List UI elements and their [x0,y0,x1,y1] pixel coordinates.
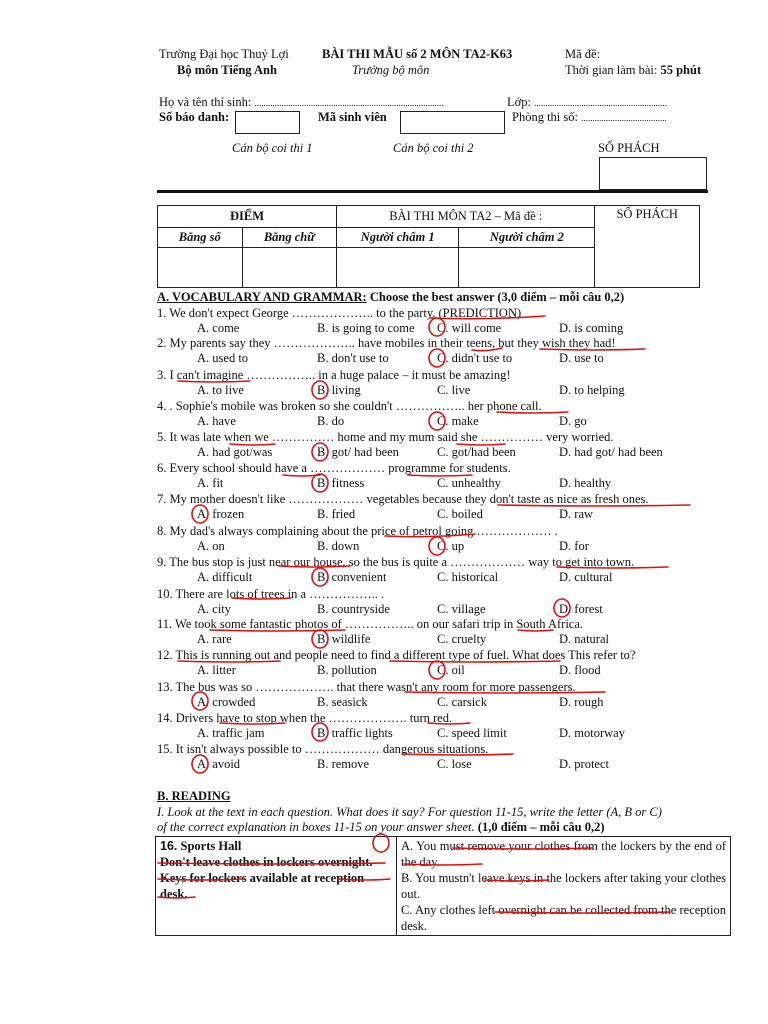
question-6-option-d[interactable]: D. healthy [559,476,612,490]
cut-line [157,190,708,193]
room-line[interactable]: Phòng thi số: ...................................... [512,110,667,124]
section-b-heading: B. READING [157,789,231,803]
so-phach-label: SỐ PHÁCH [598,141,660,155]
question-12-option-b[interactable]: B. pollution [317,663,377,677]
question-3-option-c[interactable]: C. live [437,383,471,397]
question-11-stem: 11. We took some fantastic photos of …………….. on our safari trip in South Africa. [157,617,584,631]
question-3-option-d[interactable]: D. to helping [559,383,625,397]
question-3-option-a[interactable]: A. to live [197,383,244,397]
grader-2-header: Người chấm 2 [459,228,595,248]
exam-code-label: Mã đề: [565,47,601,61]
question-8-option-c[interactable]: C. up [437,539,465,553]
question-10-option-b[interactable]: B. countryside [317,602,390,616]
question-11-option-a[interactable]: A. rare [197,632,232,646]
question-8-option-d[interactable]: D. for [559,539,589,553]
question-5-stem: 5. It was late when we …………… home and my mum said she …………… very worried. [157,430,614,444]
grader-1-header: Người chấm 1 [337,228,459,248]
question-2-option-b[interactable]: B. don't use to [317,351,389,365]
question-2-stem: 2. My parents say they ……………….. have mobiles in their teens, but they wish they had! [157,336,616,350]
question-2-option-c[interactable]: C. didn't use to [437,351,513,365]
score-table [157,205,700,288]
question-10-option-c[interactable]: C. village [437,602,486,616]
grader-1-cell[interactable] [337,248,459,288]
question-14-option-a[interactable]: A. traffic jam [197,726,265,740]
question-5-option-b[interactable]: B. got/ had been [317,445,399,459]
question-15-option-a[interactable]: A. avoid [197,757,241,771]
question-3-stem: 3. I can't imagine …………….. in a huge palace – it must be amazing! [157,368,511,382]
question-13-option-b[interactable]: B. seasick [317,695,368,709]
question-4-option-d[interactable]: D. go [559,414,587,428]
question-7-option-a[interactable]: A. frozen [197,507,245,521]
question-6-option-a[interactable]: A. fit [197,476,224,490]
question-6-option-b[interactable]: B. fitness [317,476,365,490]
msv-label: Mã sinh viên [318,110,387,124]
question-15-option-c[interactable]: C. lose [437,757,472,771]
question-6-option-c[interactable]: C. unhealthy [437,476,501,490]
question-8-option-a[interactable]: A. on [197,539,225,553]
question-8-option-b[interactable]: B. down [317,539,360,553]
bang-chu-header: Bằng chữ [242,228,336,248]
section-a-heading: A. VOCABULARY AND GRAMMAR: Choose the best answer (3,0 điểm – mỗi câu 0,2) [157,290,625,304]
question-1-option-d[interactable]: D. is coming [559,321,624,335]
score-number-cell[interactable] [158,248,243,288]
question-7-option-c[interactable]: C. boiled [437,507,483,521]
question-1-option-a[interactable]: A. come [197,321,240,335]
exam-title: BÀI THI MẪU số 2 MÔN TA2-K63 [322,47,513,61]
invigilator-2: Cán bộ coi thi 2 [393,141,474,155]
question-11-option-c[interactable]: C. cruelty [437,632,487,646]
question-3-option-b[interactable]: B. living [317,383,361,397]
reading-question-16 [155,836,731,936]
question-9-option-a[interactable]: A. difficult [197,570,253,584]
question-11-option-d[interactable]: D. natural [559,632,609,646]
so-phach-box[interactable] [599,157,707,190]
question-12-option-a[interactable]: A. litter [197,663,236,677]
option-a[interactable]: A. You must remove your clothes from the lockers by the end of the day. [401,839,726,869]
question-4-stem: 4. . Sophie's mobile was broken so she couldn't …………….. her phone call. [157,399,542,413]
question-13-option-c[interactable]: C. carsick [437,695,487,709]
question-4-option-a[interactable]: A. have [197,414,236,428]
notice-cell [156,837,397,936]
question-4-option-b[interactable]: B. do [317,414,345,428]
question-12-option-c[interactable]: C. oil [437,663,465,677]
reading-instruction-1: I. Look at the text in each question. What does it say? For question 11-15, write the letter (A, B or C) [157,805,662,819]
department-name: Bộ môn Tiếng Anh [177,63,277,77]
question-14-option-b[interactable]: B. traffic lights [317,726,393,740]
question-8-stem: 8. My dad's always complaining about the price of petrol going ……………… . [157,524,558,538]
notice-title: 16. Sports Hall [160,839,242,853]
question-14-option-c[interactable]: C. speed limit [437,726,507,740]
question-2-option-d[interactable]: D. use to [559,351,604,365]
exam-code-header: BÀI THI MÔN TA2 – Mã đề : [337,206,595,228]
question-10-option-a[interactable]: A. city [197,602,232,616]
sbd-box[interactable] [235,111,300,134]
question-2-option-a[interactable]: A. used to [197,351,249,365]
question-9-stem: 9. The bus stop is just near our house, so the bus is quite a ……………… way to get into town. [157,555,635,569]
question-5-option-a[interactable]: A. had got/was [197,445,273,459]
invigilator-1: Cán bộ coi thi 1 [232,141,313,155]
question-9-option-c[interactable]: C. historical [437,570,499,584]
question-7-option-b[interactable]: B. fried [317,507,356,521]
question-6-stem: 6. Every school should have a ……………… programme for students. [157,461,511,475]
question-13-option-d[interactable]: D. rough [559,695,604,709]
student-name-line[interactable]: Họ và tên thí sinh: .................................................................................... [159,95,444,109]
question-15-option-d[interactable]: D. protect [559,757,609,771]
options-cell [397,837,731,936]
notice-line-1: Don't leave clothes in lockers overnight. [160,855,373,869]
option-c[interactable]: C. Any clothes left overnight can be collected from the reception desk. [401,903,726,933]
question-1-option-b[interactable]: B. is going to come [317,321,415,335]
question-14-option-d[interactable]: D. motorway [559,726,625,740]
class-line[interactable]: Lớp: ........................................................... [507,95,667,109]
reading-instruction-2: of the correct explanation in boxes 11-15 on your answer sheet. (1,0 điểm – mỗi câu 0,2) [157,820,605,834]
question-9-option-b[interactable]: B. convenient [317,570,387,584]
option-b[interactable]: B. You mustn't leave keys in the lockers after taking your clothes out. [401,871,726,901]
notice-line-2: Keys for lockers available at reception desk. [160,871,365,901]
question-12-stem: 12. This is running out and people need to find a different type of fuel. What does This refer to? [157,648,636,662]
msv-box[interactable] [400,111,505,134]
question-11-option-b[interactable]: B. wildlife [317,632,371,646]
score-words-cell[interactable] [242,248,336,288]
head-of-dept: Trưởng bộ môn [352,63,430,77]
question-10-option-d[interactable]: D. forest [559,602,603,616]
question-7-stem: 7. My mother doesn't like ……………… vegetables because they don't taste as nice as fresh ones. [157,492,649,506]
question-4-option-c[interactable]: C. make [437,414,479,428]
question-13-stem: 13. The bus was so ………………. that there wasn't any room for more passengers. [157,680,576,694]
bang-so-header: Bằng số [158,228,243,248]
question-5-option-d[interactable]: D. had got/ had been [559,445,663,459]
question-7-option-d[interactable]: D. raw [559,507,594,521]
question-14-stem: 14. Drivers have to stop when the ………………. turn red. [157,711,453,725]
question-13-option-a[interactable]: A. crowded [197,695,256,709]
so-phach-cell: SỐ PHÁCH [595,206,700,288]
question-9-option-d[interactable]: D. cultural [559,570,613,584]
university-name: Trường Đại học Thuỷ Lợi [159,47,289,61]
sbd-label: Số báo danh: [159,110,230,124]
grader-2-cell[interactable] [459,248,595,288]
question-15-stem: 15. It isn't always possible to ……………… dangerous situations. [157,742,489,756]
question-10-stem: 10. There are lots of trees in a …………….. . [157,587,385,601]
diem-header: ĐIỂM [158,206,337,228]
question-15-option-b[interactable]: B. remove [317,757,370,771]
question-1-stem: 1. We don't expect George ……………….. to the party. (PREDICTION) [157,306,522,320]
question-5-option-c[interactable]: C. got/had been [437,445,516,459]
question-12-option-d[interactable]: D. flood [559,663,601,677]
question-1-option-c[interactable]: C. will come [437,321,502,335]
exam-time: Thời gian làm bài: 55 phút [565,63,702,77]
